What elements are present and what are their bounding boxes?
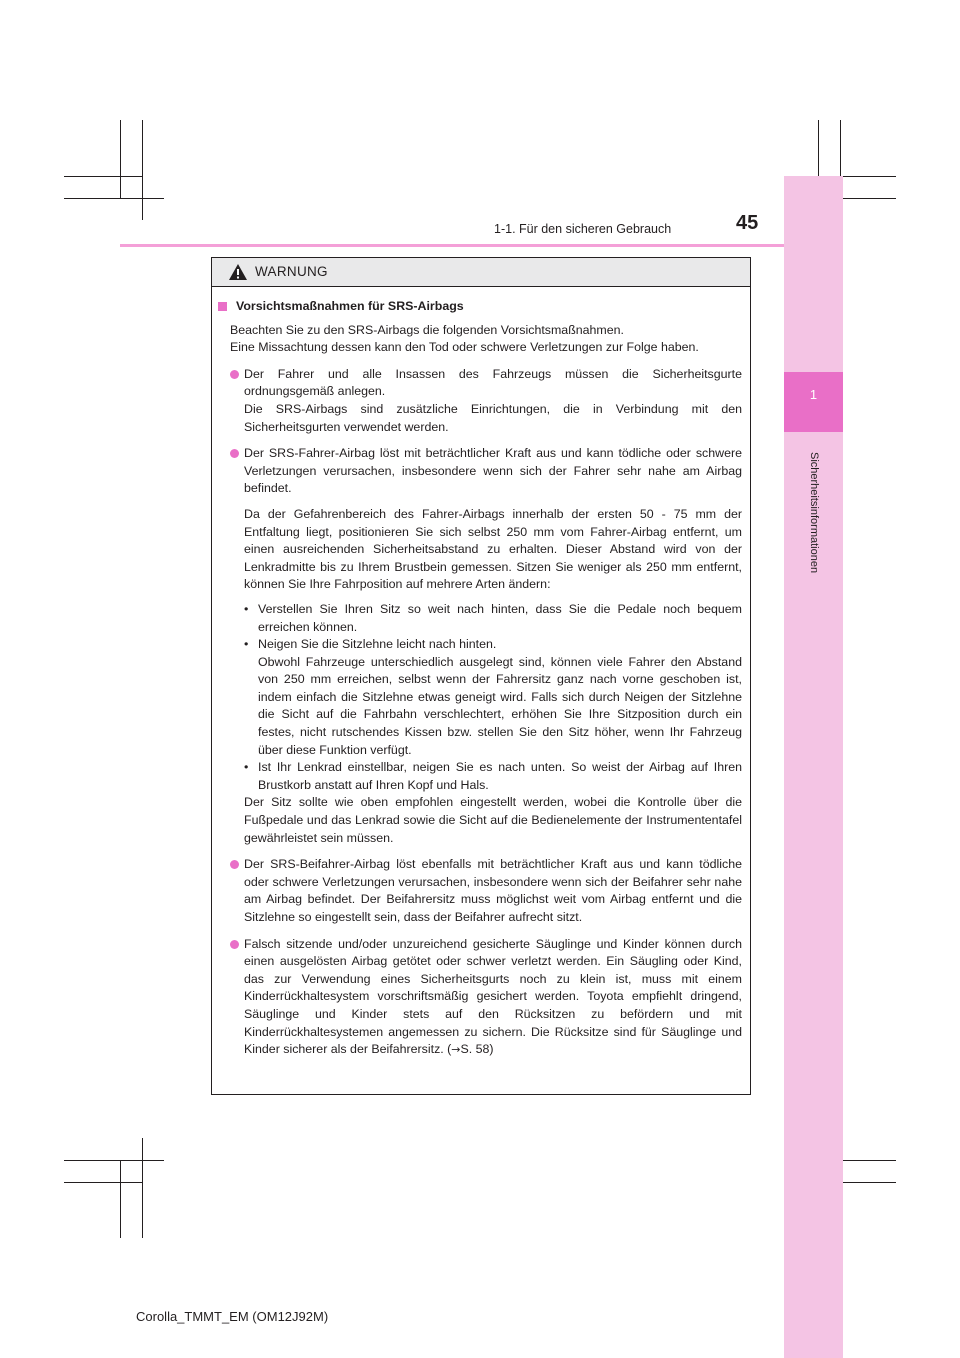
dash-marker: • bbox=[244, 637, 249, 652]
page-number: 45 bbox=[736, 212, 759, 234]
warning-box bbox=[211, 257, 751, 1095]
bullet-4-text bbox=[244, 936, 742, 1059]
dash-3-text: Ist Ihr Lenkrad einstellbar, neigen Sie es nach unten. So weist der Airbag auf Ihren Brustkorb anstatt auf Ihren Kopf und Hals. bbox=[258, 760, 742, 792]
circle-bullet-icon bbox=[230, 940, 239, 949]
crop-mark bbox=[64, 1160, 164, 1161]
list-item bbox=[244, 366, 742, 436]
dash-2-text: Neigen Sie die Sitzlehne leicht nach hinten. bbox=[258, 637, 497, 652]
bullet-4-body: Falsch sitzende und/oder unzureichend gesicherte Säuglinge und Kinder können durch einen ausgelösten Airbag getötet oder schwer verletzt werden. Ein Säugling oder Kind, das zur Verwendung eines Sicherheitsgurts noch zu klein ist, muss mit einem Kinderrückhaltesystem vorschriftsmäßig gesichert werden. Toyota empfiehlt dringend, Säuglinge und Kinder stets auf den Rücksitzen zu befördern und mit Kinderrückhaltesystemen angemessen zu sichern. Die Rücksitze sind für Säuglinge und Kinder sicherer als der Beifahrersitz. ( bbox=[244, 936, 742, 1057]
list-item bbox=[244, 636, 742, 759]
list-item bbox=[244, 601, 742, 636]
bullet-1-text-a: Der Fahrer und alle Insassen des Fahrzeugs müssen die Sicherheitsgurte ordnungsgemäß anlegen. bbox=[244, 366, 742, 399]
warning-heading-text: Vorsichtsmaßnahmen für SRS-Airbags bbox=[236, 299, 464, 313]
arrow-right-icon: → bbox=[451, 1043, 461, 1057]
crop-mark bbox=[142, 1138, 143, 1238]
bullet-2-text: Der SRS-Fahrer-Airbag löst mit beträchtlicher Kraft aus und kann tödliche oder schwere Verletzungen verursachen, insbesondere wenn sich der Fahrer sehr nahe am Airbag befindet. bbox=[244, 446, 742, 496]
adjustment-list bbox=[244, 601, 742, 847]
intro-line-1: Beachten Sie zu den SRS-Airbags die folgenden Vorsichtsmaßnahmen. bbox=[230, 322, 624, 337]
circle-bullet-icon bbox=[230, 860, 239, 869]
dash-marker: • bbox=[244, 760, 249, 775]
list-item bbox=[244, 759, 742, 794]
crop-mark bbox=[64, 1182, 142, 1183]
intro-line-2: Eine Missachtung dessen kann den Tod oder schwere Verletzungen zur Folge haben. bbox=[230, 340, 699, 355]
dash-1-text: Verstellen Sie Ihren Sitz so weit nach hinten, dass Sie die Pedale noch bequem erreichen können. bbox=[258, 601, 742, 634]
warning-content bbox=[212, 298, 750, 1059]
bullet-3-text: Der SRS-Beifahrer-Airbag löst ebenfalls mit beträchtlicher Kraft aus und kann tödliche oder schwere Verletzungen verursachen, insbesondere wenn sich der Beifahrer sehr nahe am Airbag befindet. Der Beifahrersitz muss möglichst weit vom Airbag entfernt und die Sitzlehne so eingestellt sein, dass der Beifahrer aufrecht sitzt. bbox=[244, 857, 742, 924]
warning-triangle-icon bbox=[228, 263, 248, 281]
warning-heading bbox=[218, 298, 750, 316]
section-title: 1-1. Für den sicheren Gebrauch bbox=[494, 222, 672, 236]
list-item bbox=[244, 936, 742, 1059]
crop-mark bbox=[120, 1160, 121, 1238]
footer-document-id: Corolla_TMMT_EM (OM12J92M) bbox=[136, 1309, 329, 1324]
header-rule bbox=[120, 244, 784, 247]
crop-mark bbox=[120, 120, 121, 198]
page-reference-link[interactable]: S. 58) bbox=[460, 1042, 494, 1057]
circle-bullet-icon bbox=[230, 370, 239, 379]
chapter-number-box bbox=[784, 372, 843, 432]
circle-bullet-icon bbox=[230, 449, 239, 458]
crop-mark bbox=[142, 120, 143, 220]
chapter-label: Sicherheitsinformationen bbox=[808, 452, 820, 574]
chapter-number: 1 bbox=[809, 387, 818, 402]
bullet-1-text-b: Die SRS-Airbags sind zusätzliche Einrichtungen, die in Verbindung mit den Sicherheitsgurten verwendet werden. bbox=[244, 401, 742, 434]
crop-mark bbox=[64, 176, 142, 177]
bullet-2-closing: Der Sitz sollte wie oben empfohlen eingestellt werden, wobei die Kontrolle über die Fußpedale und das Lenkrad sowie die Sicht auf die Bedienelemente der Instrumententafel gewährleistet sein müssen. bbox=[244, 795, 742, 845]
chapter-side-tab bbox=[784, 176, 843, 1358]
dash-marker: • bbox=[244, 601, 249, 616]
bullet-2-paragraph: Da der Gefahrenbereich des Fahrer-Airbags innerhalb der ersten 50 - 75 mm der Entfaltung liegt, positionieren Sie sich selbst 250 mm vom Fahrer-Airbag entfernt, um einen ausreichenden Sicherheitsabstand zu erhalten. Dieser Abstand wird von der Lenkradmitte bis zu Ihrem Brustbein gemessen. Sitzen Sie weniger als 250 mm entfernt, können Sie Ihre Fahrposition auf mehrere Arten ändern: bbox=[244, 506, 742, 592]
warning-header bbox=[212, 258, 750, 287]
warning-title: WARNUNG bbox=[255, 264, 328, 279]
square-bullet-icon bbox=[218, 302, 227, 311]
crop-mark bbox=[64, 198, 164, 199]
dash-2-paragraph: Obwohl Fahrzeuge unterschiedlich ausgelegt sind, können viele Fahrer den Abstand von 250 mm erreichen, selbst wenn der Fahrersitz ganz nach vorne geschoben ist, indem einfach die Sitzlehne etwas geneigt wird. Falls sich durch Neigen der Sitzlehne die Sicht auf die Fahrbahn verschlechtert, erhöhen Sie Ihre Sitzposition durch ein festes, nicht rutschendes Kissen bzw. stellen Sie den Sitz höher, wenn Ihr Fahrzeug über diese Funktion verfügt. bbox=[258, 654, 742, 757]
list-item bbox=[244, 856, 742, 926]
list-item bbox=[244, 445, 742, 498]
